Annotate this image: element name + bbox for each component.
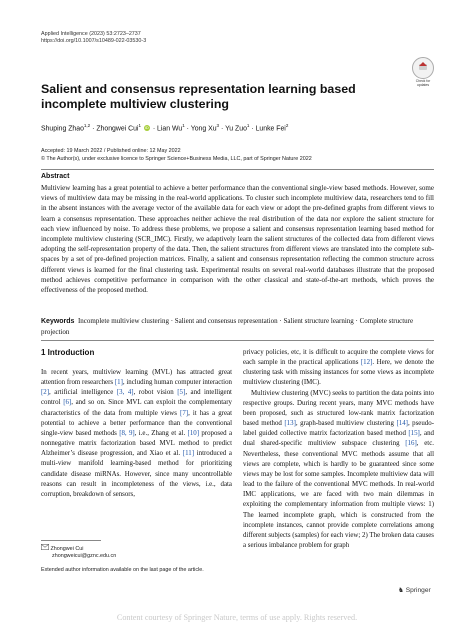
- journal-header: [41, 31, 146, 45]
- intro-paragraph-2: Multiview clustering (MVC) seeks to partition the data points into respective groups. During recent years, many MVC methods have been proposed, such as structured low-rank matrix factorization based method [13], graph-based multiview clustering [14], pseudo-label guided collective matrix factorization based method [15], and dual shared-specific multiview subspace clustering [16], etc. Nevertheless, these conventional MVC methods assume that all views are complete, which is hardly to be guaranteed since some views may be lost for some samples. Incomplete multiview data will lead to the failure of the conventional MVC methods. In real-world IMC applications, we are faced with two main dilemmas in exploiting the complementary information from multiple views: 1) The learned incomplete graph, which is constructed from the incomplete instances, cannot provide complete correlations among different subjects (samples) for each view; 2) The broken data causes a serious imbalance problem for graph: [243, 389, 435, 549]
- footnote-divider: [41, 540, 101, 541]
- intro-paragraph-1-cont: privacy policies, etc, it is difficult to acquire the complete views for each sample in the practical applications [12]. Here, we denote the clustering task with missing instances for some views as incomplete multiview clustering (IMC).: [243, 349, 434, 387]
- citation-link[interactable]: [1]: [114, 379, 123, 387]
- citation-link[interactable]: [3, 4]: [116, 389, 134, 397]
- paper-title: Salient and consensus representation learning based incomplete multiview clustering: [41, 82, 356, 111]
- section-divider: [41, 340, 434, 341]
- author-name[interactable]: Yong Xu: [190, 125, 217, 133]
- author-name[interactable]: Zhongwei Cui: [96, 125, 139, 133]
- citation-link[interactable]: [8, 9]: [119, 429, 135, 437]
- copyright-line: © The Author(s), under exclusive licence to Springer Science+Business Media, LLC, part of Springer Nature 2022: [41, 155, 312, 162]
- author-name[interactable]: Lunke Fei: [255, 125, 286, 133]
- envelope-icon: [41, 544, 49, 553]
- intro-paragraph-1: In recent years, multiview learning (MVL) has attracted great attention from researchers [1], including human computer interaction [2], artificial intelligence [3, 4], robot vision [5], and intelligent control [6], and so on. Since MVL can exploit the complementary characteristics of the data from multiple views [7], it has a great potential to achieve a better performance than the conventional single-view based methods [8, 9], i.e., Zhang et al. [10] proposed a nonnegative matrix factorization based MVL method to predict Alzheimer’s disease progression, and Xiao et al. [11] introduced a multi-view manifold learning-based method for prioritizing candidate disease miRNAs. However, since many uncontrollable reasons can result in incompleteness of the views, i.e., data corruption, breakdown of sensors,: [41, 369, 232, 498]
- corresponding-author: [41, 544, 116, 560]
- citation-link[interactable]: [7]: [180, 409, 189, 417]
- article-meta: [41, 148, 441, 163]
- left-column: [41, 368, 232, 500]
- content-courtesy-watermark: Content courtesy of Springer Nature, terms of use apply. Rights reserved.: [116, 613, 358, 622]
- author-name[interactable]: Shuping Zhao: [41, 125, 84, 133]
- author-name[interactable]: Lian Wu: [157, 125, 183, 133]
- citation-link[interactable]: [14]: [396, 420, 408, 428]
- abstract-text: Multiview learning has a great potential to achieve a better performance than the conventional single-view based methods. However, some views of multiview data may be missing in the real-world applications. To cluster such incomplete multiview data, researchers tend to fill in the absent instances with the average vector of the available data for each view or adopt the pre-defined graphs from different views to learn a consensus representation. These approaches neither achieve the real distribution of the data nor explore the salient structure for each view influenced by noise. To address these problems, we propose a salient and consensus representation learning based method for incomplete multiview clustering (SCR_IMC). Firstly, we adaptively learn the salient structures of the collected data from different views adopting the self-representation property of the data. Then, the salient structures from different views are translated into the complete sub-spaces by a set of pre-defined projection matrices. Finally, a salient and consensus representation reflecting the common structure across different views is learned for the final clustering task. Experimental results on several real-world databases illustrate that the proposed method achieves competitive performance in comparison with the other classical and state-of-the-art methods, which proves the effectiveness of the proposed method.: [41, 184, 434, 295]
- publication-dates: Accepted: 19 March 2022 / Published online: 12 May 2022: [41, 148, 181, 154]
- springer-logo: [398, 586, 431, 594]
- citation-link[interactable]: [12]: [360, 359, 373, 367]
- author-name[interactable]: Yu Zuo: [225, 125, 247, 133]
- citation-link[interactable]: [16]: [405, 440, 417, 448]
- keywords-label: Keywords: [41, 318, 75, 325]
- update-icon: [412, 57, 434, 79]
- citation-link[interactable]: [13]: [284, 420, 296, 428]
- corresponding-email[interactable]: zhongweicui@gznc.edu.cn: [52, 553, 117, 559]
- right-column: [243, 348, 434, 551]
- corresponding-name: Zhongwei Cui: [50, 545, 84, 552]
- doi-link[interactable]: https://doi.org/10.1007/s10489-022-03530-3: [41, 38, 147, 44]
- citation-link[interactable]: [6]: [63, 399, 72, 407]
- journal-citation: Applied Intelligence (2023) 53:2723–2737: [41, 31, 141, 37]
- keywords-text: Incomplete multiview clustering · Salient and consensus representation · Salient structure learning · Complete structure projection: [41, 317, 414, 337]
- extended-info: Extended author information available on the last page of the article.: [41, 567, 204, 573]
- check-for-updates-badge[interactable]: [411, 57, 435, 87]
- citation-link[interactable]: [2]: [41, 389, 50, 397]
- abstract-heading: Abstract: [41, 173, 70, 180]
- citation-link[interactable]: [10]: [187, 429, 200, 437]
- publisher-name: Springer: [405, 587, 431, 594]
- abstract-divider: [41, 169, 434, 170]
- springer-horse-icon: ♞: [398, 587, 404, 594]
- badge-line1: Check for: [415, 79, 431, 83]
- orcid-icon[interactable]: iD: [145, 125, 149, 131]
- citation-link[interactable]: [15]: [408, 430, 420, 438]
- section-heading-introduction: 1 Introduction: [41, 348, 95, 357]
- keywords: [41, 316, 434, 337]
- citation-link[interactable]: [5]: [177, 389, 186, 397]
- citation-link[interactable]: [11]: [182, 450, 195, 458]
- badge-line2: updates: [416, 83, 430, 87]
- author-list: Shuping Zhao$^{1,2}$ · Zhongwei Cui$^1$ iD · Lian Wu$^1$ · Yong Xu$^3$ · Yu Zuo$^1$ · Lunke Fei$^2$: [41, 123, 289, 133]
